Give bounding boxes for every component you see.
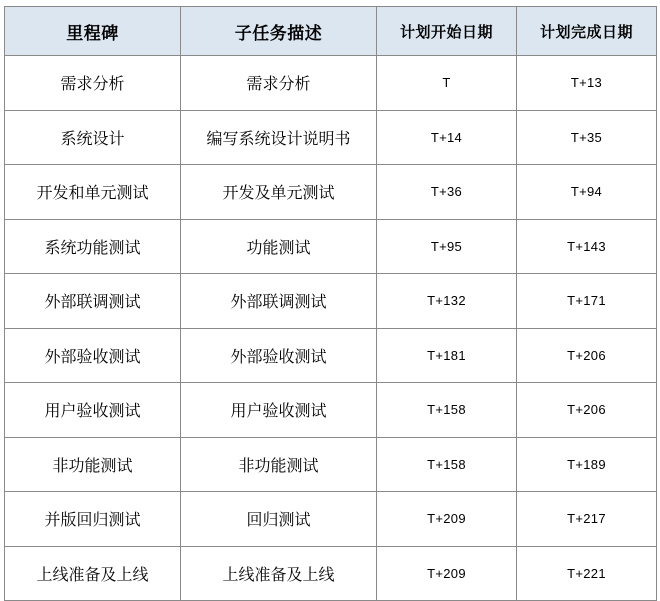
table-row: [5, 383, 657, 438]
table-row: [5, 165, 657, 220]
table-row: [5, 546, 657, 601]
cell-start-date: T+158: [377, 437, 517, 492]
cell-end-date: T+189: [517, 437, 657, 492]
cell-start-date: T: [377, 56, 517, 111]
cell-end-date: T+94: [517, 165, 657, 220]
cell-start-date: T+209: [377, 492, 517, 547]
cell-start-date: T+95: [377, 219, 517, 274]
cell-subtask: 外部联调测试: [181, 274, 377, 329]
cell-milestone: 系统设计: [5, 110, 181, 165]
cell-subtask: 上线准备及上线: [181, 546, 377, 601]
cell-start-date: T+181: [377, 328, 517, 383]
cell-milestone: 上线准备及上线: [5, 546, 181, 601]
cell-milestone: 并版回归测试: [5, 492, 181, 547]
cell-milestone: 开发和单元测试: [5, 165, 181, 220]
cell-milestone: 外部联调测试: [5, 274, 181, 329]
table-row: [5, 110, 657, 165]
cell-subtask: 非功能测试: [181, 437, 377, 492]
cell-milestone: 系统功能测试: [5, 219, 181, 274]
cell-subtask: 需求分析: [181, 56, 377, 111]
cell-milestone: 用户验收测试: [5, 383, 181, 438]
cell-end-date: T+206: [517, 328, 657, 383]
cell-start-date: T+36: [377, 165, 517, 220]
cell-milestone: 外部验收测试: [5, 328, 181, 383]
table-row: [5, 492, 657, 547]
cell-start-date: T+14: [377, 110, 517, 165]
column-header-planned-finish: 计划完成日期: [517, 7, 657, 56]
column-header-planned-start: 计划开始日期: [377, 7, 517, 56]
cell-subtask: 开发及单元测试: [181, 165, 377, 220]
cell-subtask: 用户验收测试: [181, 383, 377, 438]
cell-start-date: T+158: [377, 383, 517, 438]
cell-subtask: 功能测试: [181, 219, 377, 274]
cell-milestone: 需求分析: [5, 56, 181, 111]
column-header-milestone: 里程碑: [5, 7, 181, 56]
cell-end-date: T+13: [517, 56, 657, 111]
cell-subtask: 编写系统设计说明书: [181, 110, 377, 165]
cell-start-date: T+132: [377, 274, 517, 329]
cell-end-date: T+221: [517, 546, 657, 601]
cell-end-date: T+206: [517, 383, 657, 438]
table-row: [5, 328, 657, 383]
cell-start-date: T+209: [377, 546, 517, 601]
table-row: [5, 437, 657, 492]
cell-milestone: 非功能测试: [5, 437, 181, 492]
cell-end-date: T+35: [517, 110, 657, 165]
milestone-schedule-table: [4, 6, 657, 601]
table-header-row: [5, 7, 657, 56]
column-header-subtask: 子任务描述: [181, 7, 377, 56]
cell-end-date: T+171: [517, 274, 657, 329]
cell-subtask: 外部验收测试: [181, 328, 377, 383]
table-row: [5, 56, 657, 111]
cell-end-date: T+143: [517, 219, 657, 274]
table-row: [5, 219, 657, 274]
cell-subtask: 回归测试: [181, 492, 377, 547]
cell-end-date: T+217: [517, 492, 657, 547]
table-row: [5, 274, 657, 329]
